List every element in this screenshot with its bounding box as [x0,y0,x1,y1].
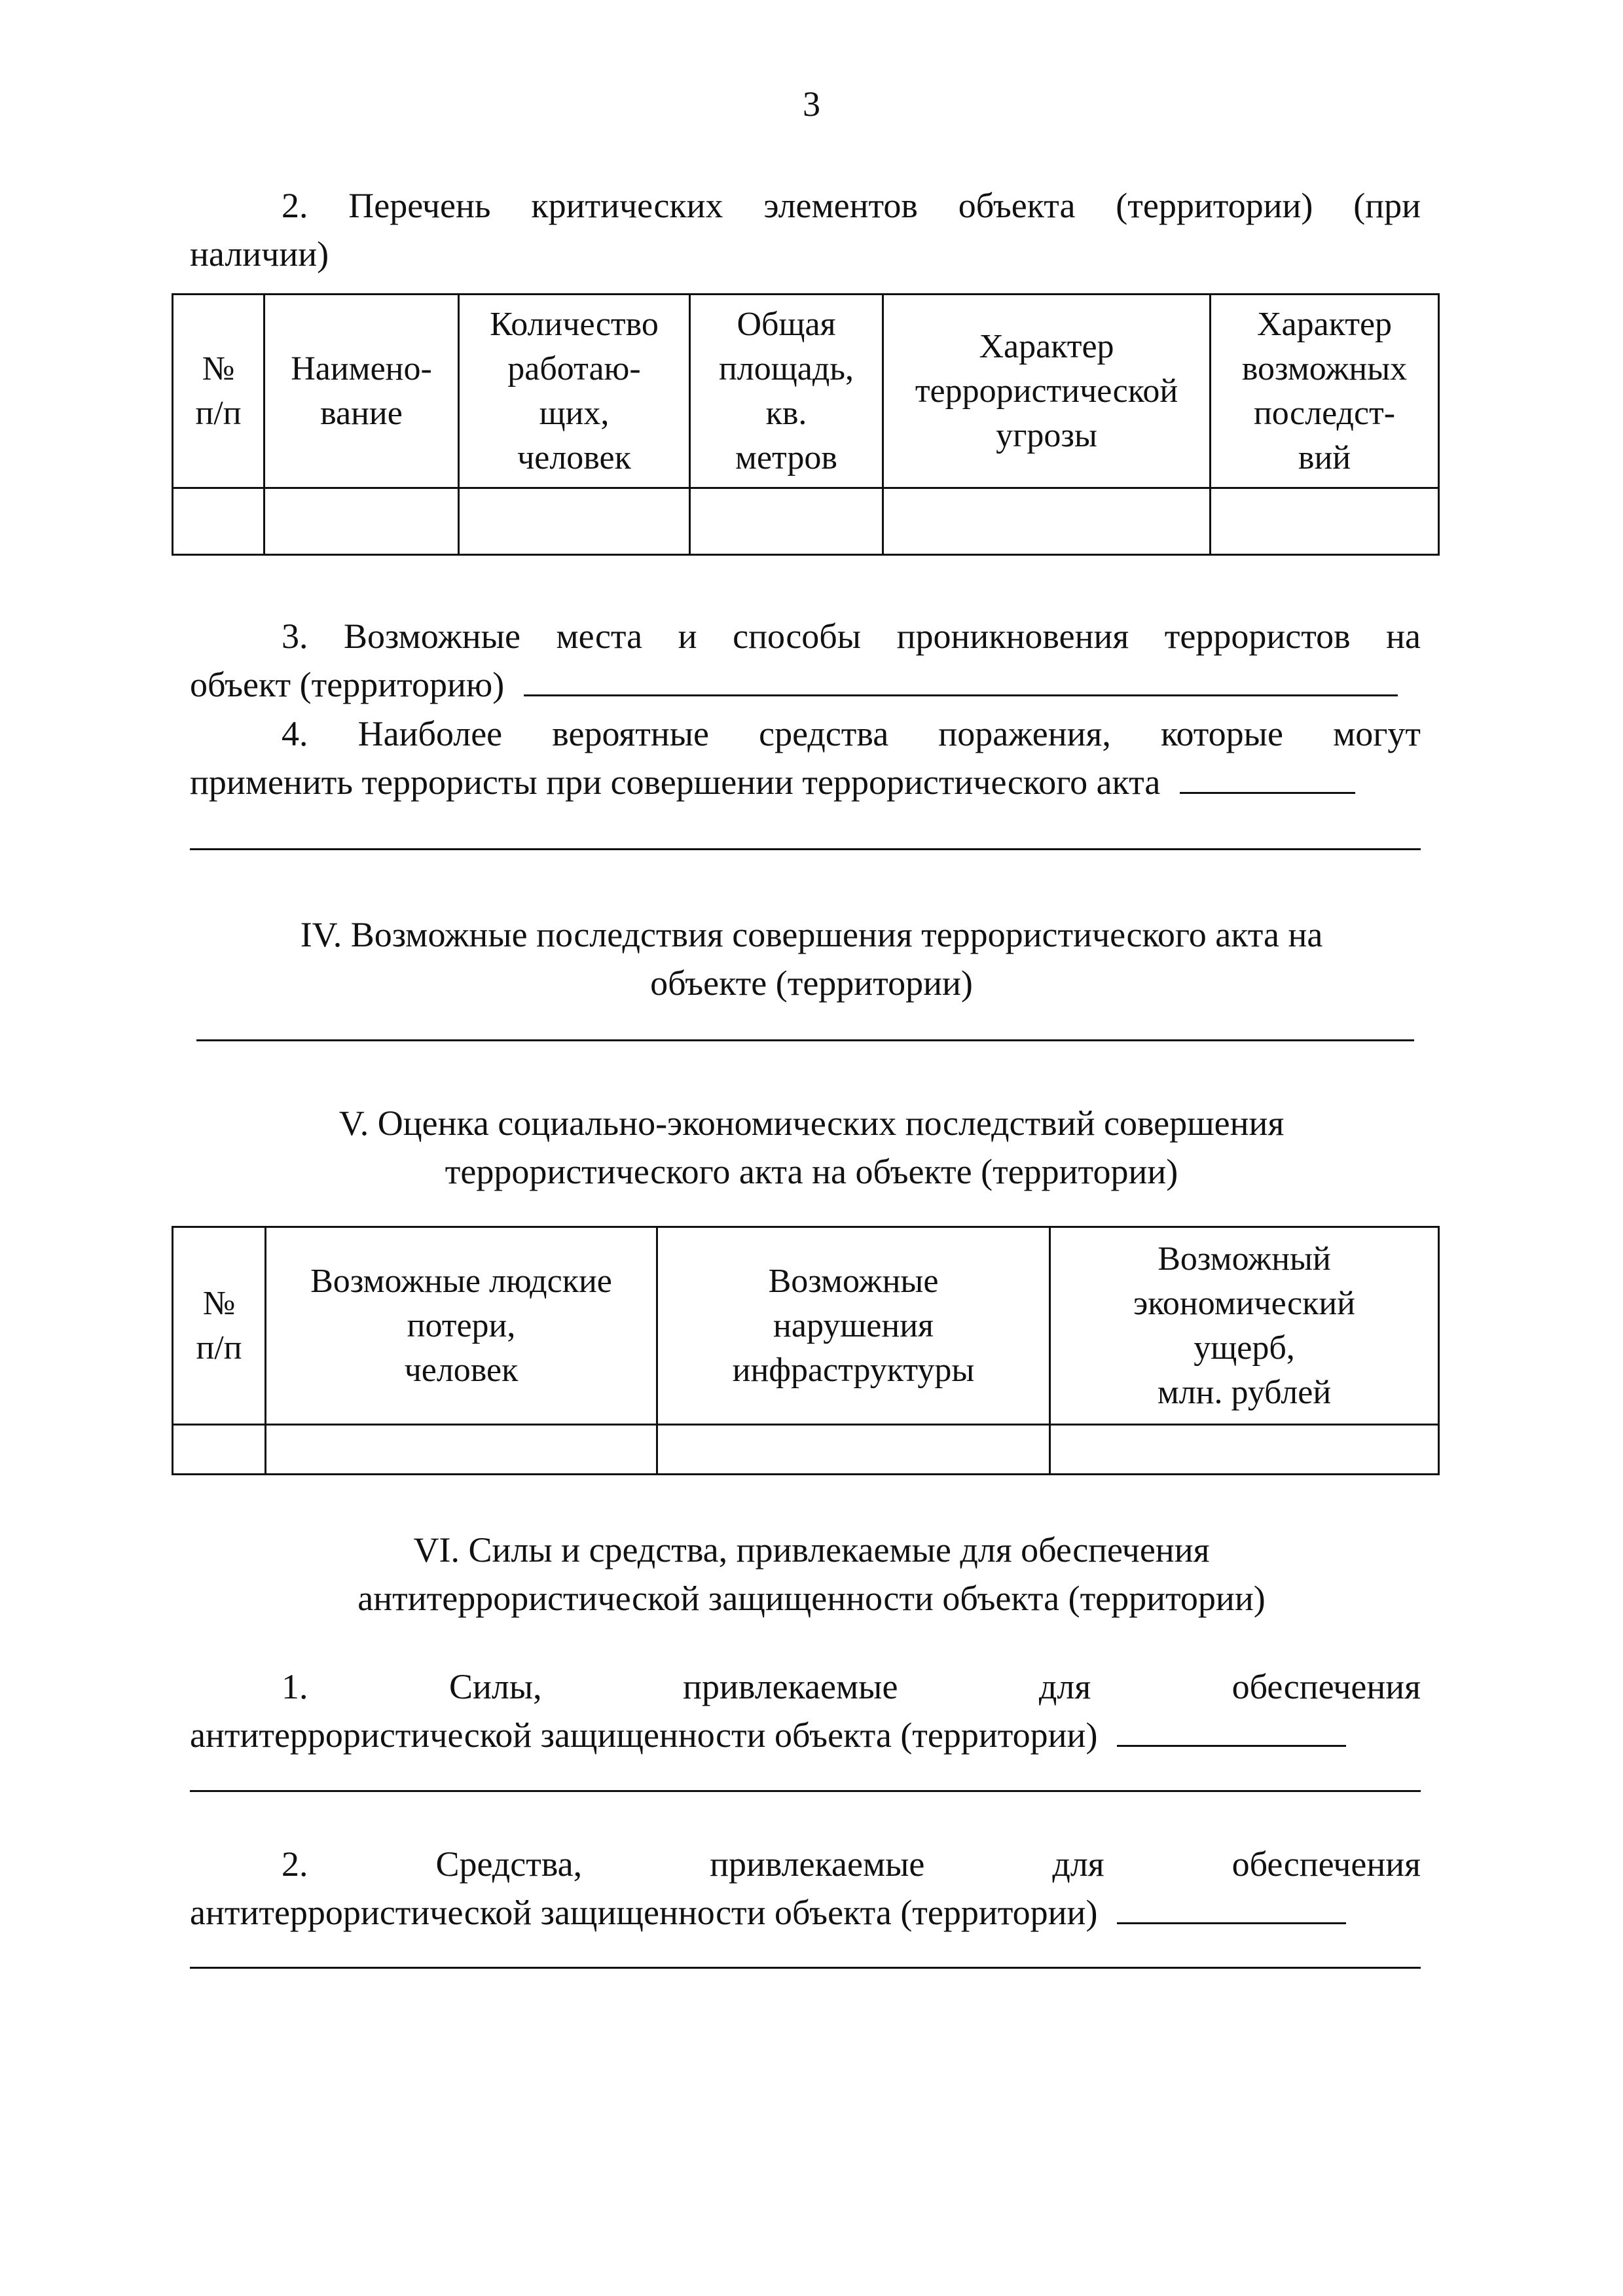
table-cell[interactable] [1050,1425,1439,1475]
table-cell[interactable] [173,488,264,555]
section4-heading-line2: объекте (территории) [650,963,973,1003]
section4-heading-line1: IV. Возможные последствия совершения террористического акта на [300,915,1323,954]
table-cell[interactable] [690,488,883,555]
section5-heading-line2: террористического акта на объекте (территории) [445,1152,1178,1191]
header-name: Наимено- вание [264,295,459,488]
item2-line2: наличии) [190,234,329,274]
socioeconomic-table [172,1226,1440,1475]
fill-in-line[interactable] [190,1790,1421,1792]
item2-line1: 2. Перечень критических элементов объекта (территории) (при [282,186,1421,225]
table-cell[interactable] [1211,488,1439,555]
item6-2-line1: 2. Средства, привлекаемые для обеспечения [282,1844,1421,1884]
header-threat: Характер террористической угрозы [883,295,1211,488]
header-area: Общая площадь, кв. метров [690,295,883,488]
fill-in-line[interactable] [1117,1922,1346,1924]
item6-1-line2: антитеррористической защищенности объекта (территории) [190,1711,1346,1759]
table-cell[interactable] [266,1425,657,1475]
item3-line2: объект (территорию) [190,660,1398,709]
table-header-row [173,295,1439,488]
header-economic-damage: Возможный экономический ущерб, млн. рублей [1050,1227,1439,1425]
header-consequences: Характер возможных последст- вий [1211,295,1439,488]
table-header-row [173,1227,1439,1425]
item6-2-line2: антитеррористической защищенности объекта (территории) [190,1888,1346,1937]
table-row [173,1425,1439,1475]
fill-in-line[interactable] [196,1039,1414,1041]
fill-in-line[interactable] [1117,1744,1346,1747]
table-row [173,488,1439,555]
item4-line2: применить террористы при совершении террористического акта [190,758,1355,806]
section5-heading-line1: V. Оценка социально-экономических последствий совершения [338,1103,1285,1143]
item4-line1: 4. Наиболее вероятные средства поражения, которые могут [282,714,1421,753]
item6-1-line1: 1. Силы, привлекаемые для обеспечения [282,1667,1421,1706]
table-cell[interactable] [883,488,1211,555]
header-human-losses: Возможные людские потери, человек [266,1227,657,1425]
page-number: 3 [803,84,820,124]
table-cell[interactable] [657,1425,1050,1475]
fill-in-line[interactable] [190,848,1421,850]
header-infrastructure: Возможные нарушения инфраструктуры [657,1227,1050,1425]
table-cell[interactable] [264,488,459,555]
header-number: № п/п [173,1227,266,1425]
critical-elements-table [172,293,1440,556]
fill-in-line[interactable] [524,694,1398,696]
section6-heading-line2: антитеррористической защищенности объекта (территории) [357,1579,1266,1618]
header-number: № п/п [173,295,264,488]
item3-line1: 3. Возможные места и способы проникновения террористов на [282,617,1421,656]
fill-in-line[interactable] [1180,791,1355,794]
table-cell[interactable] [173,1425,266,1475]
section6-heading-line1: VI. Силы и средства, привлекаемые для обеспечения [413,1530,1210,1570]
table-cell[interactable] [459,488,690,555]
header-workers: Количество работаю- щих, человек [459,295,690,488]
fill-in-line[interactable] [190,1967,1421,1969]
